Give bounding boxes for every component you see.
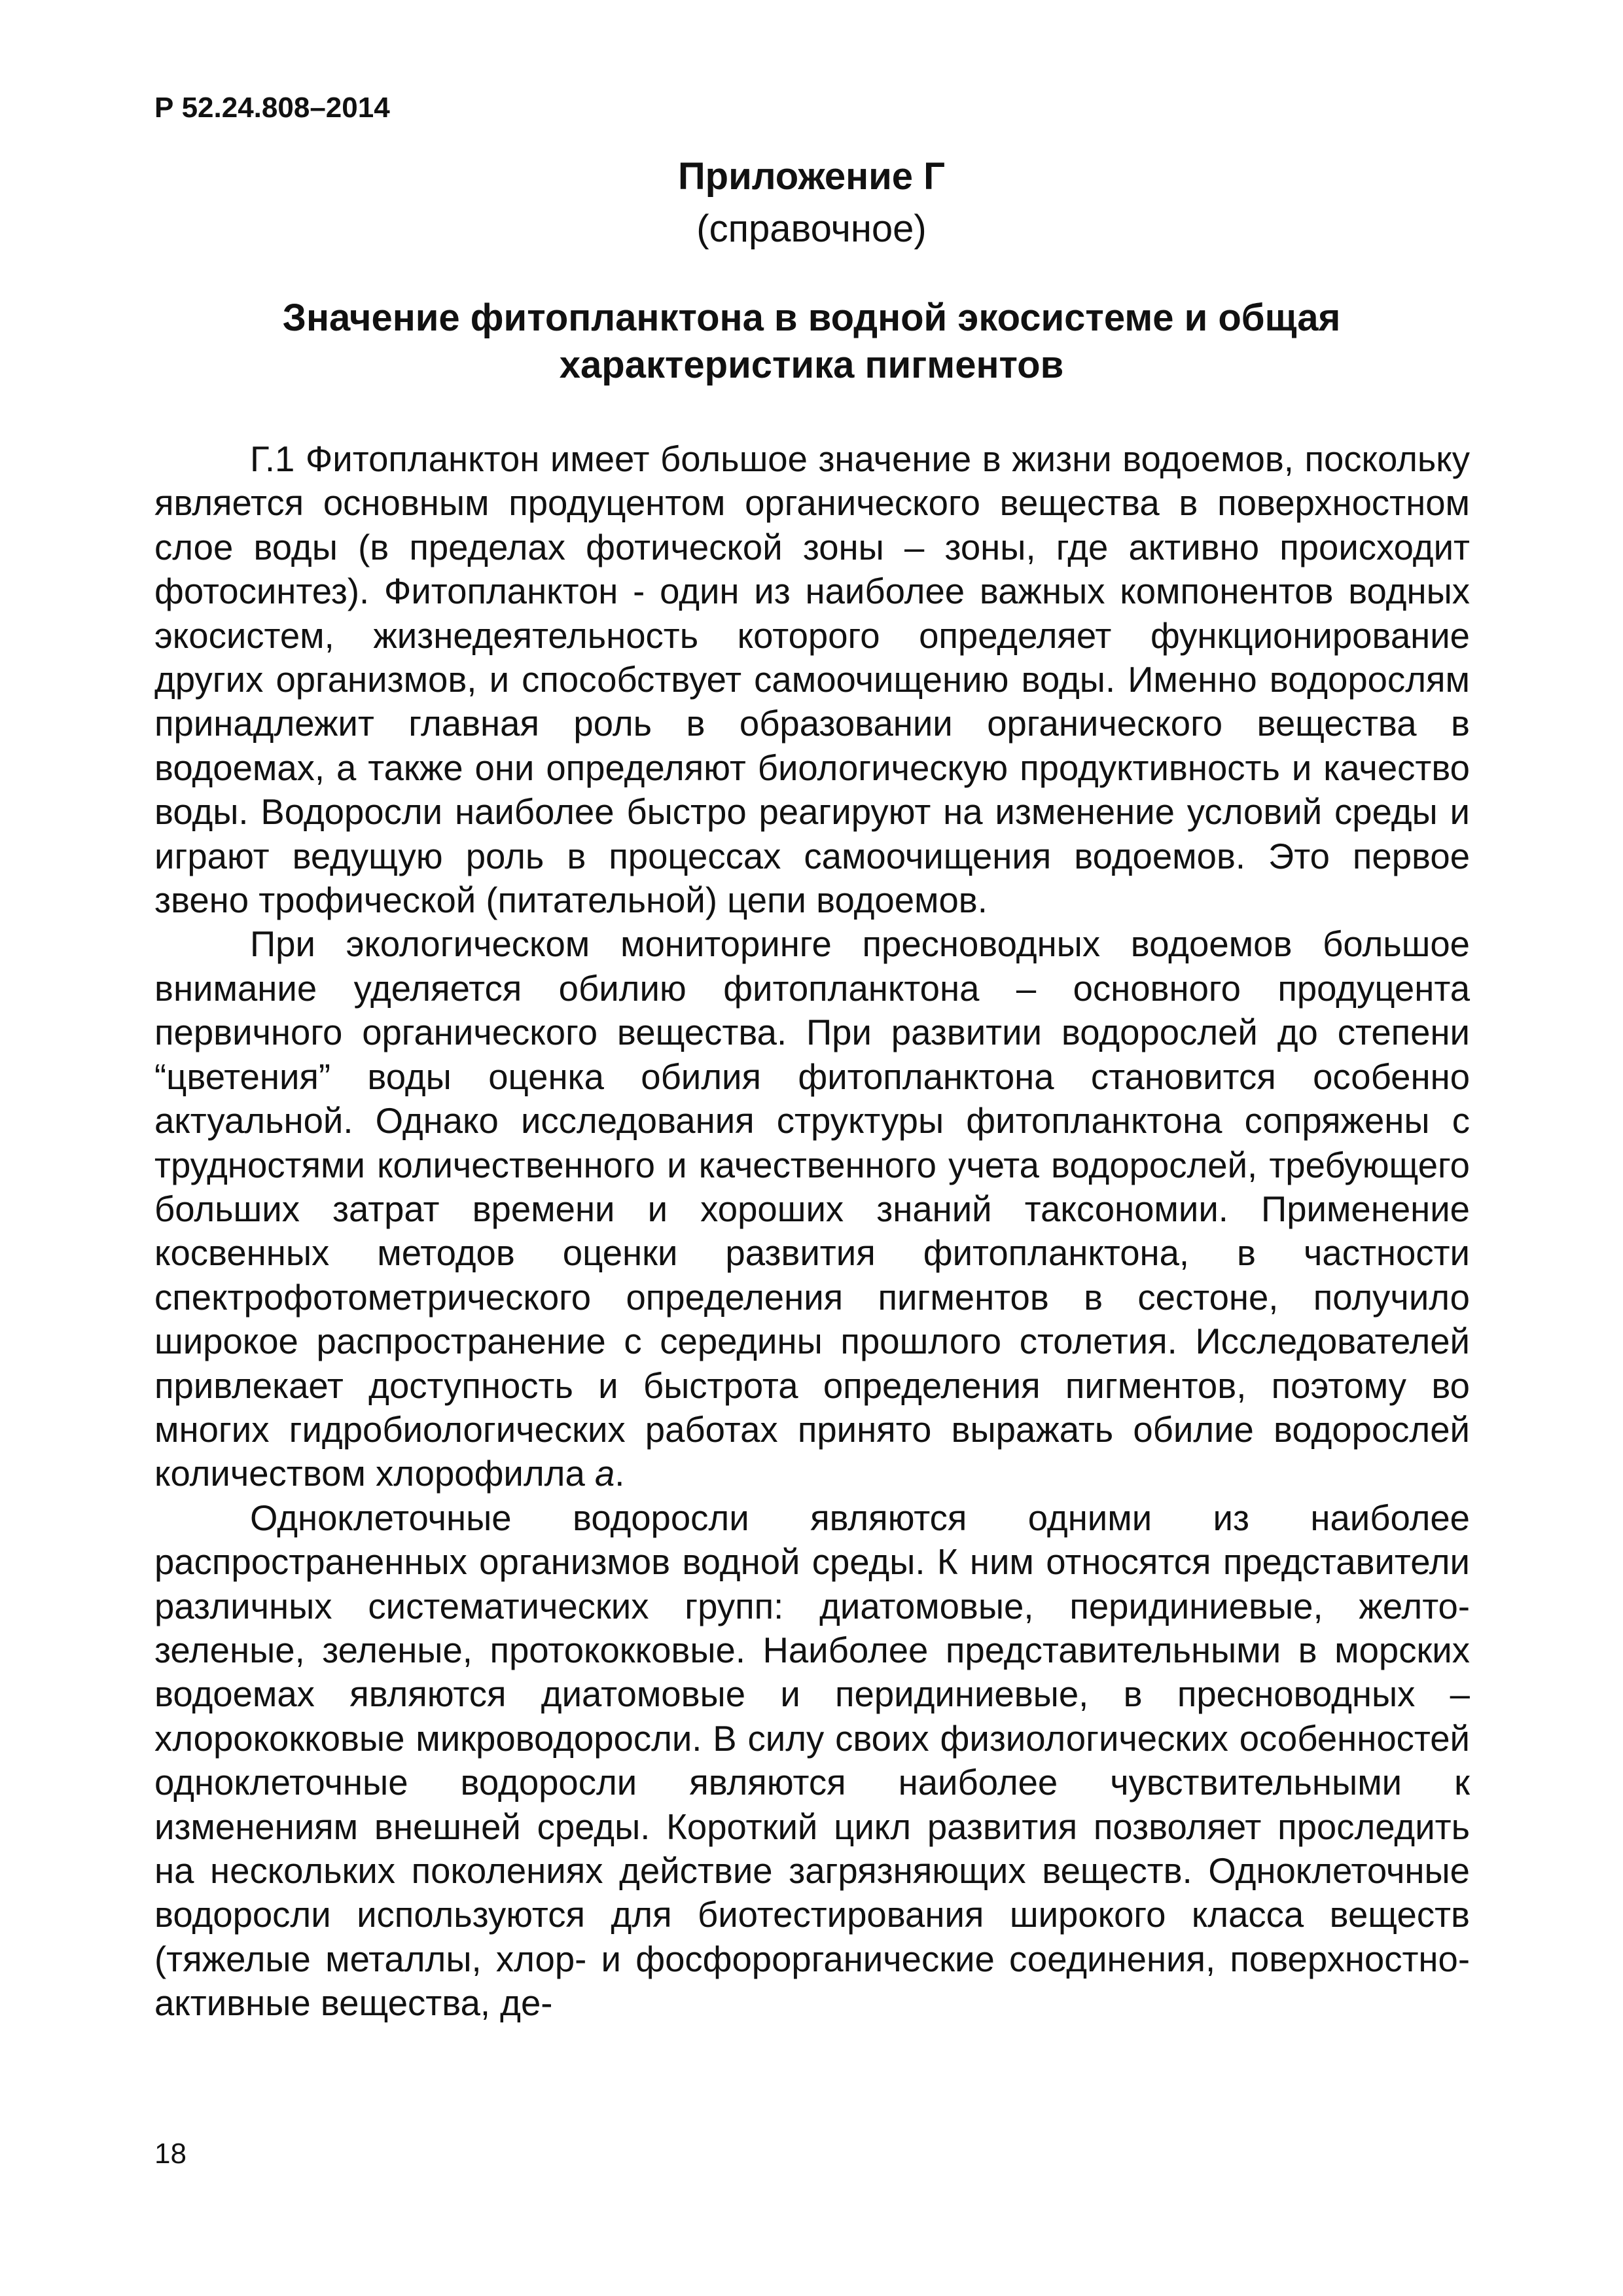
section-heading: Значение фитопланктона в водной экосистеме и общая характеристика пигментов: [282, 296, 1341, 386]
paragraph-3: Одноклеточные водоросли являются одними из наиболее распространенных организмов водной среды. К ним относятся представители различных систематических групп: диатомовые, перидиниевые, желто-зеленые, зеленые, протококковые. Наиболее представительными в морских водоемах являются диатомовые и перидиниевые, в пресноводных – хлорококковые микроводоросли. В силу своих физиологических особенностей одноклеточные водоросли являются наиболее чувствительными к изменениям внешней среды. Короткий цикл развития позволяет проследить на нескольких поколениях действие загрязняющих веществ. Одноклеточные водоросли используются для биотестирования широкого класса веществ (тяжелые металлы, хлор- и фосфорорганические соединения, поверхностно-активные вещества, де-: [154, 1498, 1470, 2024]
paragraph-2-text: При экологическом мониторинге пресноводных водоемов большое внимание уделяется обилию фитопланктона – основного продуцента первичного органического вещества. При развитии водорослей до степени “цветения” воды оценка обилия фитопланктона становится особенно актуальной. Однако исследования структуры фитопланктона сопряжены с трудностями количественного и качественного учета водорослей, требующего больших затрат времени и хороших знаний таксономии. Применение косвенных методов оценки развития фитопланктона, в частности спектрофотометрического определения пигментов в сестоне, получило широкое распространение с середины прошлого столетия. Исследователей привлекает доступность и быстрота определения пигментов, поэтому во многих гидробиологических работах принято выражать обилие водорослей количеством хлорофилла: [154, 924, 1470, 1494]
paragraph-1: Г.1 Фитопланктон имеет большое значение в жизни водоемов, поскольку является основным продуцентом органического вещества в поверхностном слое воды (в пределах фотической зоны – зоны, где активно происходит фотосинтез). Фитопланктон - один из наиболее важных компонентов водных экосистем, жизнедеятельность которого определяет функционирование других организмов, и способствует самоочищению воды. Именно водорослям принадлежит главная роль в образовании органического вещества в водоемах, а также они определяют биологическую продуктивность и качество воды. Водоросли наиболее быстро реагируют на изменение условий среды и играют ведущую роль в процессах самоочищения водоемов. Это первое звено трофической (питательной) цепи водоемов.: [154, 439, 1470, 921]
paragraph-2: [154, 922, 1470, 1496]
page-number: 18: [154, 2138, 187, 2170]
appendix-title: Приложение Г: [677, 155, 946, 198]
appendix-subtitle: (справочное): [696, 207, 927, 250]
document-code: Р 52.24.808–2014: [154, 92, 390, 124]
body-text: [154, 437, 1470, 2026]
paragraph-2-end: .: [615, 1454, 625, 1494]
chlorophyll-a-italic: а: [594, 1454, 615, 1494]
